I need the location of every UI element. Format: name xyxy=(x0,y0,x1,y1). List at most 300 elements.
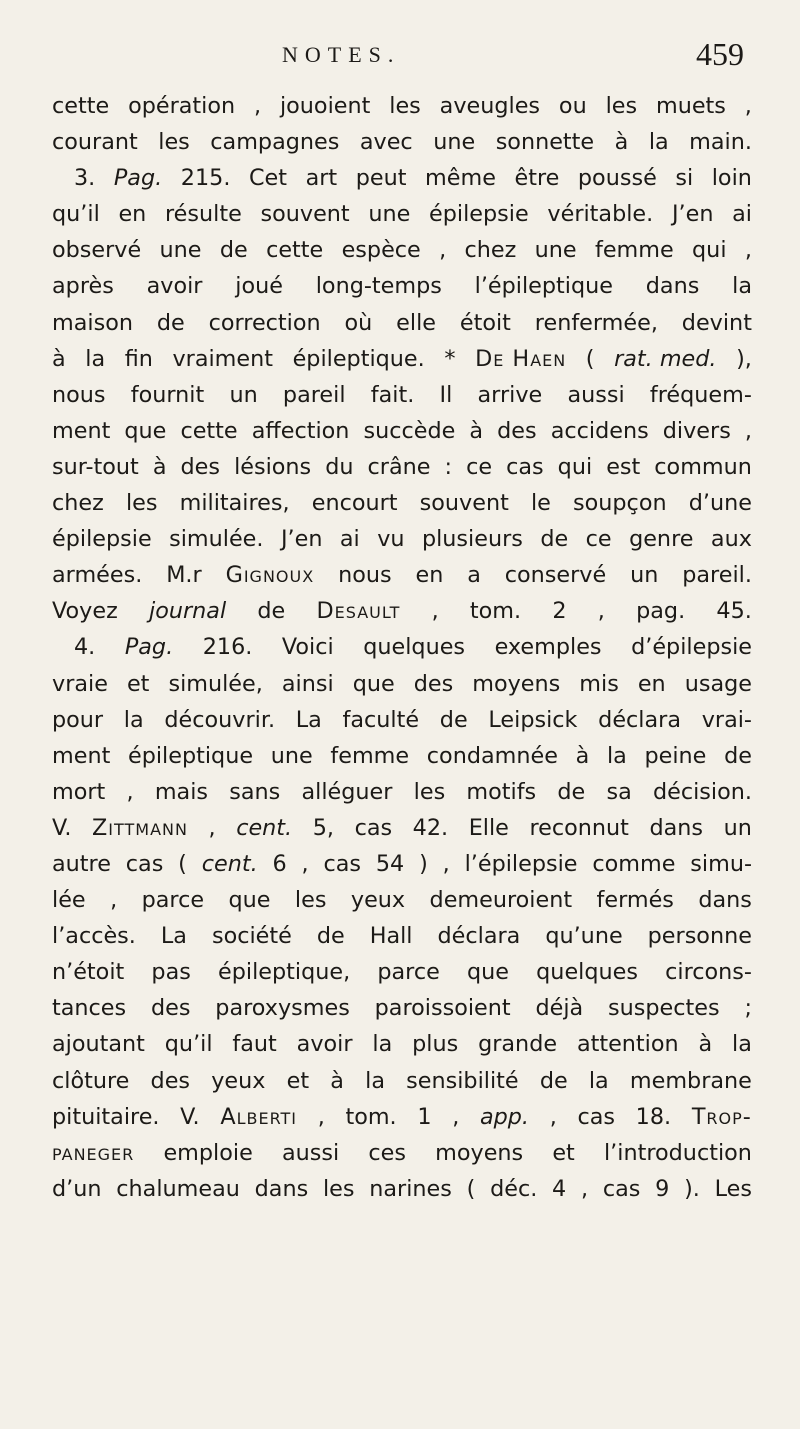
word: muets xyxy=(655,93,726,119)
word: cas xyxy=(354,814,393,841)
word: , xyxy=(439,237,447,264)
word: une xyxy=(159,237,202,264)
word: , xyxy=(549,1103,557,1130)
word: un xyxy=(723,814,752,841)
word: une xyxy=(433,129,476,156)
word: l’épileptique xyxy=(474,273,613,300)
word: la xyxy=(732,273,752,300)
word: Gignoux xyxy=(225,562,315,589)
word: grande xyxy=(478,1031,558,1058)
word: Pag. xyxy=(113,165,163,192)
word: quelques xyxy=(536,959,638,986)
word: déc. xyxy=(490,1175,538,1202)
word: avec xyxy=(359,129,413,156)
word: courant xyxy=(52,129,138,156)
word: sa xyxy=(606,778,632,805)
word: elle xyxy=(396,309,436,336)
word: faut xyxy=(232,1031,277,1058)
word: Les xyxy=(714,1175,752,1202)
word: ce xyxy=(585,526,612,553)
word: 2 xyxy=(552,598,567,625)
word: les xyxy=(158,129,190,156)
word: femme xyxy=(330,742,410,769)
word: la xyxy=(365,1067,385,1094)
word: sonnette xyxy=(495,129,595,156)
word: 9 xyxy=(655,1175,670,1202)
word: 18. xyxy=(635,1103,672,1130)
word: qui xyxy=(692,237,727,264)
word: Trop- xyxy=(691,1103,752,1130)
text-line xyxy=(52,124,752,160)
word: les xyxy=(125,490,158,517)
word: à xyxy=(614,129,629,156)
word: n’étoit xyxy=(52,959,125,986)
word: les xyxy=(413,778,446,805)
word: , xyxy=(452,1103,460,1130)
word: espèce xyxy=(341,237,421,264)
word: la xyxy=(123,706,144,733)
word: dans xyxy=(649,814,704,841)
word: clôture xyxy=(52,1067,130,1094)
text-line xyxy=(52,593,752,629)
word: fermés xyxy=(596,887,674,914)
word: , xyxy=(208,814,216,841)
word: pituitaire. xyxy=(52,1103,160,1130)
word: mais xyxy=(154,778,209,805)
word: fréquem- xyxy=(649,381,752,408)
word: , xyxy=(580,1175,589,1202)
word: conservé xyxy=(504,562,607,589)
word: ( xyxy=(466,1175,476,1202)
word: une xyxy=(534,237,577,264)
word: Hall xyxy=(369,923,413,950)
word: cas xyxy=(506,453,544,480)
word: pour xyxy=(52,706,104,733)
word: tom. xyxy=(345,1103,397,1130)
text-line xyxy=(52,629,752,665)
text-line xyxy=(52,666,752,702)
word: comme xyxy=(592,850,676,877)
word: Voici xyxy=(281,634,334,661)
text-line xyxy=(52,268,752,304)
word: pas xyxy=(151,959,191,986)
word: J’en xyxy=(280,526,323,553)
text-line xyxy=(52,521,752,557)
word: un xyxy=(229,381,258,408)
word: joué xyxy=(235,273,283,300)
word: ; xyxy=(744,995,752,1022)
word: d’une xyxy=(688,490,752,517)
word: motifs xyxy=(466,778,537,805)
word: poussé xyxy=(577,165,657,192)
text-line xyxy=(52,1171,752,1207)
word: parce xyxy=(141,887,205,914)
word: lée xyxy=(52,887,86,914)
word: main. xyxy=(689,129,752,156)
word: épilepsie xyxy=(429,201,529,228)
word: simu- xyxy=(690,850,752,877)
word: épileptique. xyxy=(292,345,425,372)
word: usage xyxy=(684,670,752,697)
word: , xyxy=(744,93,752,119)
word: à xyxy=(330,1067,344,1094)
word: les xyxy=(605,93,638,119)
text-line xyxy=(52,738,752,774)
word: en xyxy=(118,201,147,228)
word: Pag. xyxy=(124,634,174,661)
word: des xyxy=(497,417,537,444)
word: mis xyxy=(579,670,619,697)
word: dans xyxy=(645,273,700,300)
word: que xyxy=(228,887,271,914)
word: journal xyxy=(149,598,227,625)
word: nous xyxy=(52,381,106,408)
word: un xyxy=(630,562,659,589)
word: opération xyxy=(128,93,236,119)
word: maison xyxy=(52,309,133,336)
word: des xyxy=(413,670,454,697)
word: les xyxy=(322,1175,355,1202)
word: 4 xyxy=(552,1175,567,1202)
word: les xyxy=(294,887,327,914)
word: véritable. xyxy=(547,201,654,228)
book-page xyxy=(52,36,752,1207)
word: Leipsick xyxy=(488,706,578,733)
word: de xyxy=(724,742,752,769)
word: campagnes xyxy=(210,129,340,156)
word: mort xyxy=(52,778,106,805)
word: décision. xyxy=(652,778,752,805)
word: aux xyxy=(710,526,752,553)
word: pareil. xyxy=(682,562,752,589)
word: lésions xyxy=(234,453,312,480)
word: La xyxy=(160,923,187,950)
word: plus xyxy=(412,1031,459,1058)
word: , xyxy=(254,93,262,119)
page-number: 459 xyxy=(696,36,744,72)
word: l’introduction xyxy=(603,1139,752,1166)
word: simulée. xyxy=(169,526,264,553)
word: après xyxy=(52,273,114,300)
word: des xyxy=(150,995,191,1022)
text-line xyxy=(52,196,752,232)
word: d’un xyxy=(52,1175,102,1202)
word: femme xyxy=(594,237,674,264)
word: peut xyxy=(355,165,407,192)
word: qu’une xyxy=(545,923,623,950)
word: et xyxy=(552,1139,575,1166)
running-head xyxy=(52,36,752,86)
word: épileptique, xyxy=(218,959,351,986)
word: avoir xyxy=(296,1031,353,1058)
word: fin xyxy=(124,345,153,372)
word: cent. xyxy=(201,850,258,877)
notes-text xyxy=(52,88,752,1207)
word: dans xyxy=(254,1175,309,1202)
word: yeux xyxy=(211,1067,266,1094)
word: et xyxy=(126,670,150,697)
word: simulée, xyxy=(168,670,263,697)
word: découvrir. xyxy=(164,706,276,733)
word: résulte xyxy=(165,201,242,228)
running-title: NOTES. xyxy=(282,42,401,67)
text-line xyxy=(52,232,752,268)
word: que xyxy=(466,959,509,986)
word: la xyxy=(85,345,106,372)
word: De Haen xyxy=(475,345,567,372)
word: à xyxy=(52,345,66,372)
word: les xyxy=(389,93,421,119)
word: Elle xyxy=(468,814,509,841)
word: moyens xyxy=(435,1139,524,1166)
word: de xyxy=(540,526,569,553)
word: étoit xyxy=(459,309,511,336)
word: la xyxy=(588,1067,609,1094)
word: ). xyxy=(684,1175,700,1202)
word: ai xyxy=(732,201,752,228)
word: rat. med. xyxy=(614,345,717,372)
word: genre xyxy=(629,526,694,553)
word: société xyxy=(211,923,292,950)
word: ) xyxy=(419,850,428,877)
word: cas xyxy=(577,1103,615,1130)
word: , xyxy=(431,598,439,625)
word: V. xyxy=(180,1103,200,1130)
word: commun xyxy=(654,453,752,480)
word: le xyxy=(530,490,551,517)
word: demeuroient xyxy=(429,887,573,914)
word: ou xyxy=(558,93,587,119)
word: divers xyxy=(662,417,731,444)
word: où xyxy=(344,309,373,336)
word: qu’il xyxy=(164,1031,213,1058)
word: 42. xyxy=(412,814,449,841)
text-line xyxy=(52,1026,752,1062)
word: une xyxy=(368,201,411,228)
text-line xyxy=(52,341,752,377)
word: des xyxy=(180,453,221,480)
text-line xyxy=(52,449,752,485)
word: cent. xyxy=(236,814,293,841)
word: condamnée xyxy=(426,742,558,769)
word: cette xyxy=(180,417,238,444)
word: , xyxy=(597,598,605,625)
word: narines xyxy=(369,1175,452,1202)
word: épilepsie xyxy=(52,526,152,553)
word: d’épilepsie xyxy=(631,634,752,661)
word: de xyxy=(439,706,468,733)
word: paroxysmes xyxy=(215,995,350,1022)
word: La xyxy=(295,706,322,733)
word: déclara xyxy=(598,706,681,733)
word: * xyxy=(444,345,456,372)
word: peine xyxy=(644,742,707,769)
word: 54 xyxy=(375,850,405,877)
text-line xyxy=(52,990,752,1026)
word: Il xyxy=(439,381,453,408)
word: paroissoient xyxy=(374,995,511,1022)
word: 5, xyxy=(312,814,334,841)
word: , xyxy=(301,850,309,877)
word: quelques xyxy=(363,634,466,661)
word: que xyxy=(124,417,167,444)
word: observé xyxy=(52,237,142,264)
word: de xyxy=(539,1067,568,1094)
word: moyens xyxy=(472,670,561,697)
word: pareil xyxy=(282,381,346,408)
word: loin xyxy=(711,165,752,192)
word: en xyxy=(415,562,444,589)
text-line xyxy=(52,1063,752,1099)
word: être xyxy=(514,165,560,192)
word: app. xyxy=(479,1103,530,1130)
word: la xyxy=(372,1031,393,1058)
word: paneger xyxy=(52,1139,135,1166)
word: succède xyxy=(363,417,456,444)
word: , xyxy=(744,417,752,444)
word: 216. xyxy=(202,634,253,661)
word: chez xyxy=(52,490,104,517)
text-line xyxy=(52,160,752,196)
word: que xyxy=(352,670,395,697)
word: même xyxy=(425,165,496,192)
word: attention xyxy=(576,1031,679,1058)
word: circons- xyxy=(665,959,752,986)
word: de xyxy=(557,778,586,805)
word: , xyxy=(126,778,134,805)
word: militaires, xyxy=(179,490,290,517)
word: ment xyxy=(52,417,111,444)
word: exemples xyxy=(494,634,602,661)
word: la xyxy=(732,1031,752,1058)
word: en xyxy=(637,670,666,697)
word: chez xyxy=(464,237,517,264)
word: aussi xyxy=(281,1139,340,1166)
text-line xyxy=(52,1135,752,1171)
word: ces xyxy=(368,1139,406,1166)
word: qui xyxy=(557,453,593,480)
word: ( xyxy=(585,345,595,372)
word: , xyxy=(317,1103,325,1130)
word: de xyxy=(219,237,248,264)
word: M.r xyxy=(166,562,202,589)
word: de xyxy=(316,923,345,950)
text-line xyxy=(52,557,752,593)
word: des xyxy=(150,1067,191,1094)
word: armées. xyxy=(52,562,143,589)
word: à xyxy=(152,453,167,480)
word: faculté xyxy=(342,706,420,733)
word: ), xyxy=(736,345,752,372)
word: emploie xyxy=(163,1139,253,1166)
word: sans xyxy=(229,778,281,805)
word: épileptique xyxy=(127,742,254,769)
word: Desault xyxy=(316,598,401,625)
word: ai xyxy=(339,526,360,553)
word: dans xyxy=(698,887,752,914)
word: vrai- xyxy=(701,706,752,733)
word: de xyxy=(156,309,185,336)
word: , xyxy=(744,237,752,264)
word: à xyxy=(575,742,590,769)
word: correction xyxy=(208,309,321,336)
word: arrive xyxy=(477,381,543,408)
word: cas xyxy=(602,1175,641,1202)
word: aveugles xyxy=(439,93,541,119)
text-line xyxy=(52,774,752,810)
word: ment xyxy=(52,742,111,769)
word: vraiment xyxy=(172,345,273,372)
word: souvent xyxy=(260,201,350,228)
word: ce xyxy=(466,453,493,480)
word: V. xyxy=(52,814,72,841)
word: art xyxy=(305,165,338,192)
word: fournit xyxy=(130,381,205,408)
word: ajoutant xyxy=(52,1031,145,1058)
word: une xyxy=(270,742,313,769)
word: reconnut xyxy=(529,814,629,841)
word: accidens xyxy=(550,417,649,444)
word: a xyxy=(467,562,481,589)
word: fait. xyxy=(370,381,415,408)
word: 4. xyxy=(74,634,96,661)
text-line xyxy=(52,882,752,918)
word: souvent xyxy=(419,490,509,517)
word: personne xyxy=(647,923,752,950)
word: tom. xyxy=(469,598,522,625)
word: cette xyxy=(266,237,324,264)
word: l’épilepsie xyxy=(464,850,578,877)
word: affection xyxy=(251,417,350,444)
word: autre xyxy=(52,850,111,877)
word: la xyxy=(648,129,669,156)
word: sur-tout xyxy=(52,453,139,480)
word: plusieurs xyxy=(421,526,523,553)
word: ( xyxy=(178,850,187,877)
word: cette xyxy=(52,93,110,119)
word: encourt xyxy=(311,490,398,517)
word: jouoient xyxy=(279,93,371,119)
word: chalumeau xyxy=(116,1175,240,1202)
word: avoir xyxy=(146,273,203,300)
word: renfermée, xyxy=(534,309,658,336)
word: , xyxy=(442,850,450,877)
text-line xyxy=(52,918,752,954)
word: 6 xyxy=(272,850,287,877)
word: la xyxy=(606,742,627,769)
word: 215. xyxy=(180,165,231,192)
word: Alberti xyxy=(220,1103,298,1130)
word: crâne xyxy=(367,453,431,480)
text-line xyxy=(52,846,752,882)
word: 3. xyxy=(74,165,96,192)
word: sensibilité xyxy=(406,1067,519,1094)
word: et xyxy=(286,1067,310,1094)
word: est xyxy=(606,453,641,480)
text-line xyxy=(52,88,752,124)
text-line xyxy=(52,305,752,341)
word: du xyxy=(325,453,354,480)
text-line xyxy=(52,377,752,413)
word: cas xyxy=(323,850,362,877)
word: nous xyxy=(338,562,392,589)
word: à xyxy=(469,417,484,444)
text-line xyxy=(52,702,752,738)
word: suspectes xyxy=(608,995,720,1022)
word: devint xyxy=(681,309,752,336)
word: l’accès. xyxy=(52,923,136,950)
word: soupçon xyxy=(573,490,667,517)
